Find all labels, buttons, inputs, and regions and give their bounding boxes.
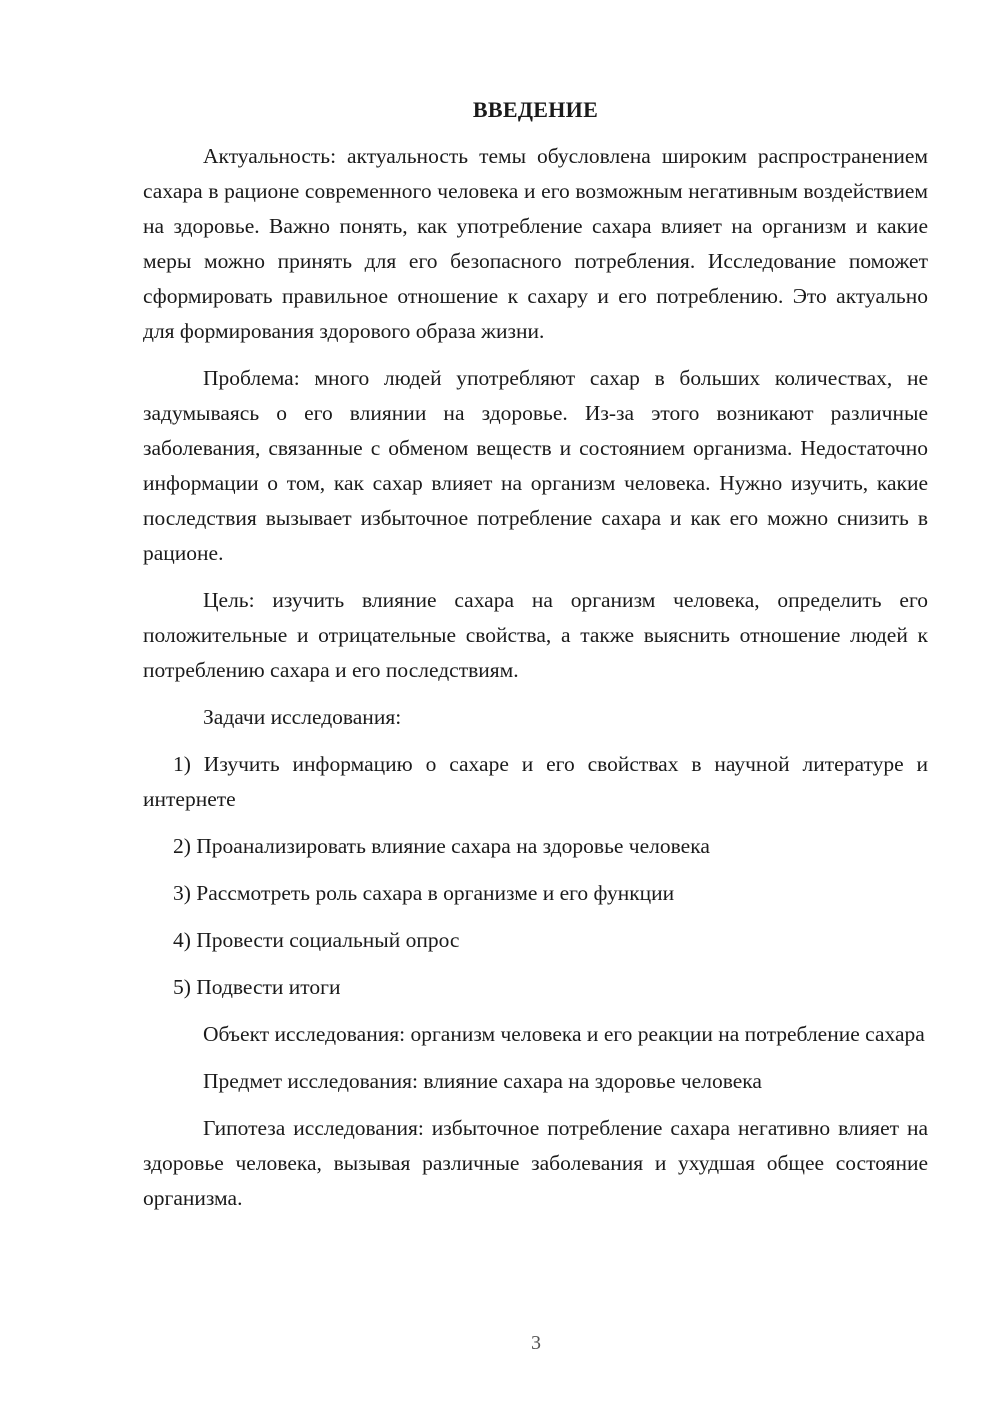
task-item-4: 4) Провести социальный опрос [173, 928, 460, 952]
tasks-heading: Задачи исследования: [203, 705, 402, 729]
problem-paragraph: Проблема: много людей употребляют сахар в больших количествах, не задумываясь о его влиянии на здоровье. Из-за этого возникают различные заболевания, связанные с обменом веществ и состоянием организма. Недостаточно информации о том, как сахар влияет на организм человека. Нужно изучить, какие последствия вызывает избыточное потребление сахара и как его можно снизить в рационе. [143, 366, 928, 565]
hypothesis-paragraph: Гипотеза исследования: избыточное потребление сахара негативно влияет на здоровье человека, вызывая различные заболевания и ухудшая общее состояние организма. [143, 1116, 928, 1210]
task-item-3: 3) Рассмотреть роль сахара в организме и его функции [173, 881, 675, 905]
page-title: ВВЕДЕНИЕ [472, 97, 599, 122]
research-object-paragraph: Объект исследования: организм человека и его реакции на потребление сахара [203, 1022, 925, 1046]
page-number: 3 [531, 1332, 541, 1354]
goal-paragraph: Цель: изучить влияние сахара на организм человека, определить его положительные и отрицательные свойства, а также выяснить отношение людей к потреблению сахара и его последствиям. [143, 588, 928, 682]
task-item-5: 5) Подвести итоги [173, 975, 341, 999]
task-item-2: 2) Проанализировать влияние сахара на здоровье человека [173, 834, 710, 858]
document-page [143, 92, 928, 1228]
relevance-paragraph: Актуальность: актуальность темы обусловлена широким распространением сахара в рационе современного человека и его возможным негативным воздействием на здоровье. Важно понять, как употребление сахара влияет на организм и какие меры можно принять для его безопасного потребления. Исследование поможет сформировать правильное отношение к сахару и его потреблению. Это актуально для формирования здорового образа жизни. [143, 144, 928, 343]
research-subject-paragraph: Предмет исследования: влияние сахара на здоровье человека [203, 1069, 762, 1093]
task-item-1: 1) Изучить информацию о сахаре и его свойствах в научной литературе и интернете [143, 752, 928, 811]
